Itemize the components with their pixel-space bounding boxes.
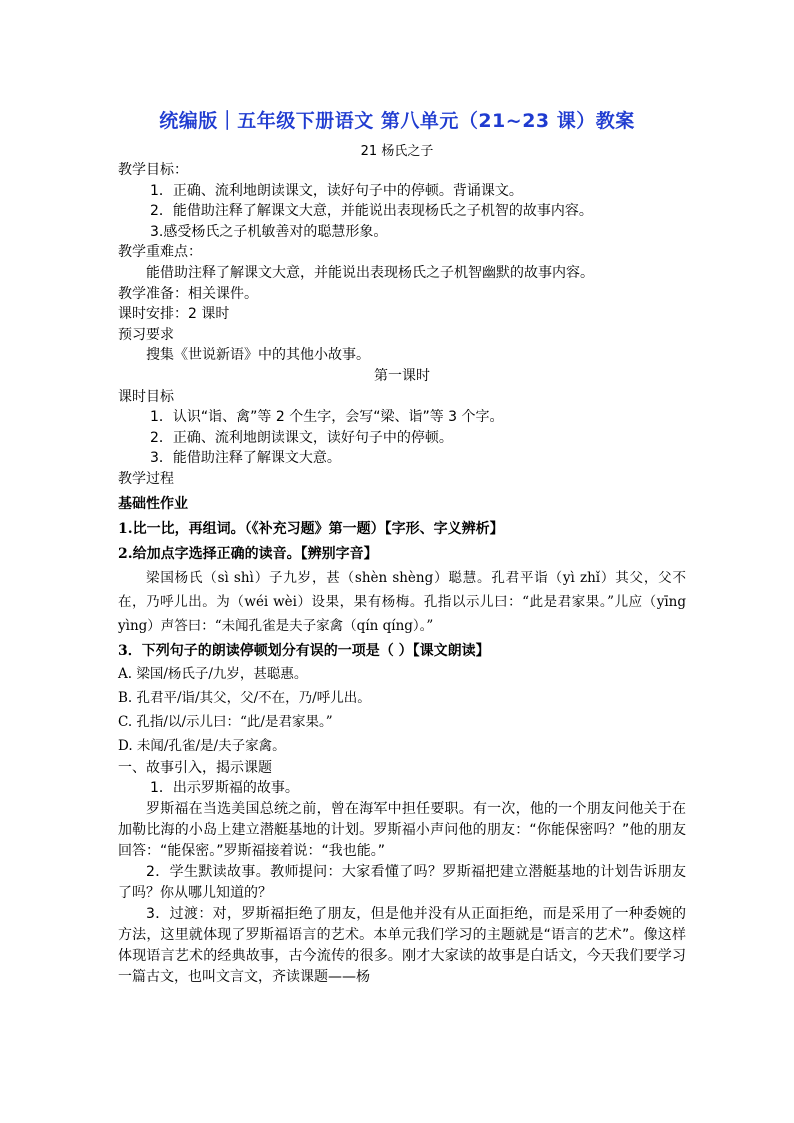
document-body [118, 160, 686, 988]
option-d: D. 未闻/孔雀/是/夫子家禽。 [118, 737, 286, 754]
question-1: 1.比一比，再组词。（《补充习题》第一题）【字形、字义辨析】 [118, 521, 504, 538]
section-1-item-3: 3．过渡：对，罗斯福拒绝了朋友，但是他并没有从正面拒绝，而是采用了一种委婉的方法，这里就体现了罗斯福语言的艺术。本单元我们学习的主题就是“语言的艺术”。像这样体现语言艺术的经典故事，古今流传的很多。刚才大家读的故事是白话文，今天我们要学习一篇古文，也叫文言文，齐读课题——杨 [118, 906, 686, 986]
question-3: 3．下列句子的朗读停顿划分有误的一项是（ ）【课文朗读】 [118, 643, 490, 660]
goal-item-2: 2．能借助注释了解课文大意，并能说出表现杨氏之子机智的故事内容。 [150, 203, 593, 220]
option-b: B. 孔君平/诣/其父，父/不在，乃/呼儿出。 [118, 689, 371, 706]
goals-heading: 教学目标： [118, 162, 188, 178]
lesson-title: 21 杨氏之子 [360, 144, 434, 159]
preview-heading: 预习要求 [118, 326, 174, 343]
story-paragraph: 罗斯福在当选美国总统之前，曾在海军中担任要职。有一次，他的一个朋友问他关于在加勒比海的小岛上建立潜艇基地的计划。罗斯福小声问他的朋友：“你能保密吗？”他的朋友回答：“能保密。”罗斯福接着说：“我也能。” [118, 801, 686, 860]
lesson-goal-1: 1．认识“诣、禽”等 2 个生字，会写“梁、诣”等 3 个字。 [150, 409, 504, 426]
section-1-item-2: 2．学生默读故事。教师提问：大家看懂了吗？罗斯福把建立潜艇基地的计划告诉朋友了吗？你从哪儿知道的？ [118, 864, 686, 902]
section-1-heading: 一、故事引入，揭示课题 [118, 759, 272, 776]
option-c: C. 孔指/以/示儿曰：“此/是君家果。” [118, 713, 333, 730]
question-2: 2.给加点字选择正确的读音。【辨别字音】 [118, 545, 378, 562]
lesson-goal-3: 3．能借助注释了解课文大意。 [150, 450, 341, 467]
schedule-text: 课时安排：2 课时 [118, 306, 230, 323]
lesson-goal-2: 2．正确、流利地朗读课文，读好句子中的停顿。 [150, 429, 453, 446]
page-title: 统编版｜五年级下册语文 第八单元（21~23 课）教案 [159, 110, 635, 132]
goal-item-1: 1．正确、流利地朗读课文，读好句子中的停顿。背诵课文。 [150, 182, 523, 199]
question-2-passage: 梁国杨氏（sì shì）子九岁，甚（shèn shèng）聪慧。孔君平诣（yì zhǐ）其父，父不在，乃呼儿出。为（wéi wèi）设果，果有杨梅。孔指以示儿曰：“此是君家果。”儿应（yīng yìng）声答曰：“未闻孔雀是夫子家禽（qín qíng）。” [118, 570, 686, 635]
prep-text: 教学准备：相关课件。 [118, 285, 258, 302]
homework-heading: 基础性作业 [118, 495, 188, 512]
first-lesson-heading: 第一课时 [374, 367, 430, 384]
lesson-goals-heading: 课时目标 [118, 388, 174, 405]
option-a: A. 梁国/杨氏子/九岁，甚聪惠。 [118, 665, 308, 682]
goal-item-3: 3.感受杨氏之子机敏善对的聪慧形象。 [150, 223, 388, 240]
key-points-text: 能借助注释了解课文大意，并能说出表现杨氏之子机智幽默的故事内容。 [146, 264, 594, 281]
key-points-heading: 教学重难点： [118, 244, 202, 261]
preview-text: 搜集《世说新语》中的其他小故事。 [146, 347, 370, 364]
section-1-item-1: 1．出示罗斯福的故事。 [150, 780, 299, 797]
process-heading: 教学过程 [118, 470, 174, 487]
